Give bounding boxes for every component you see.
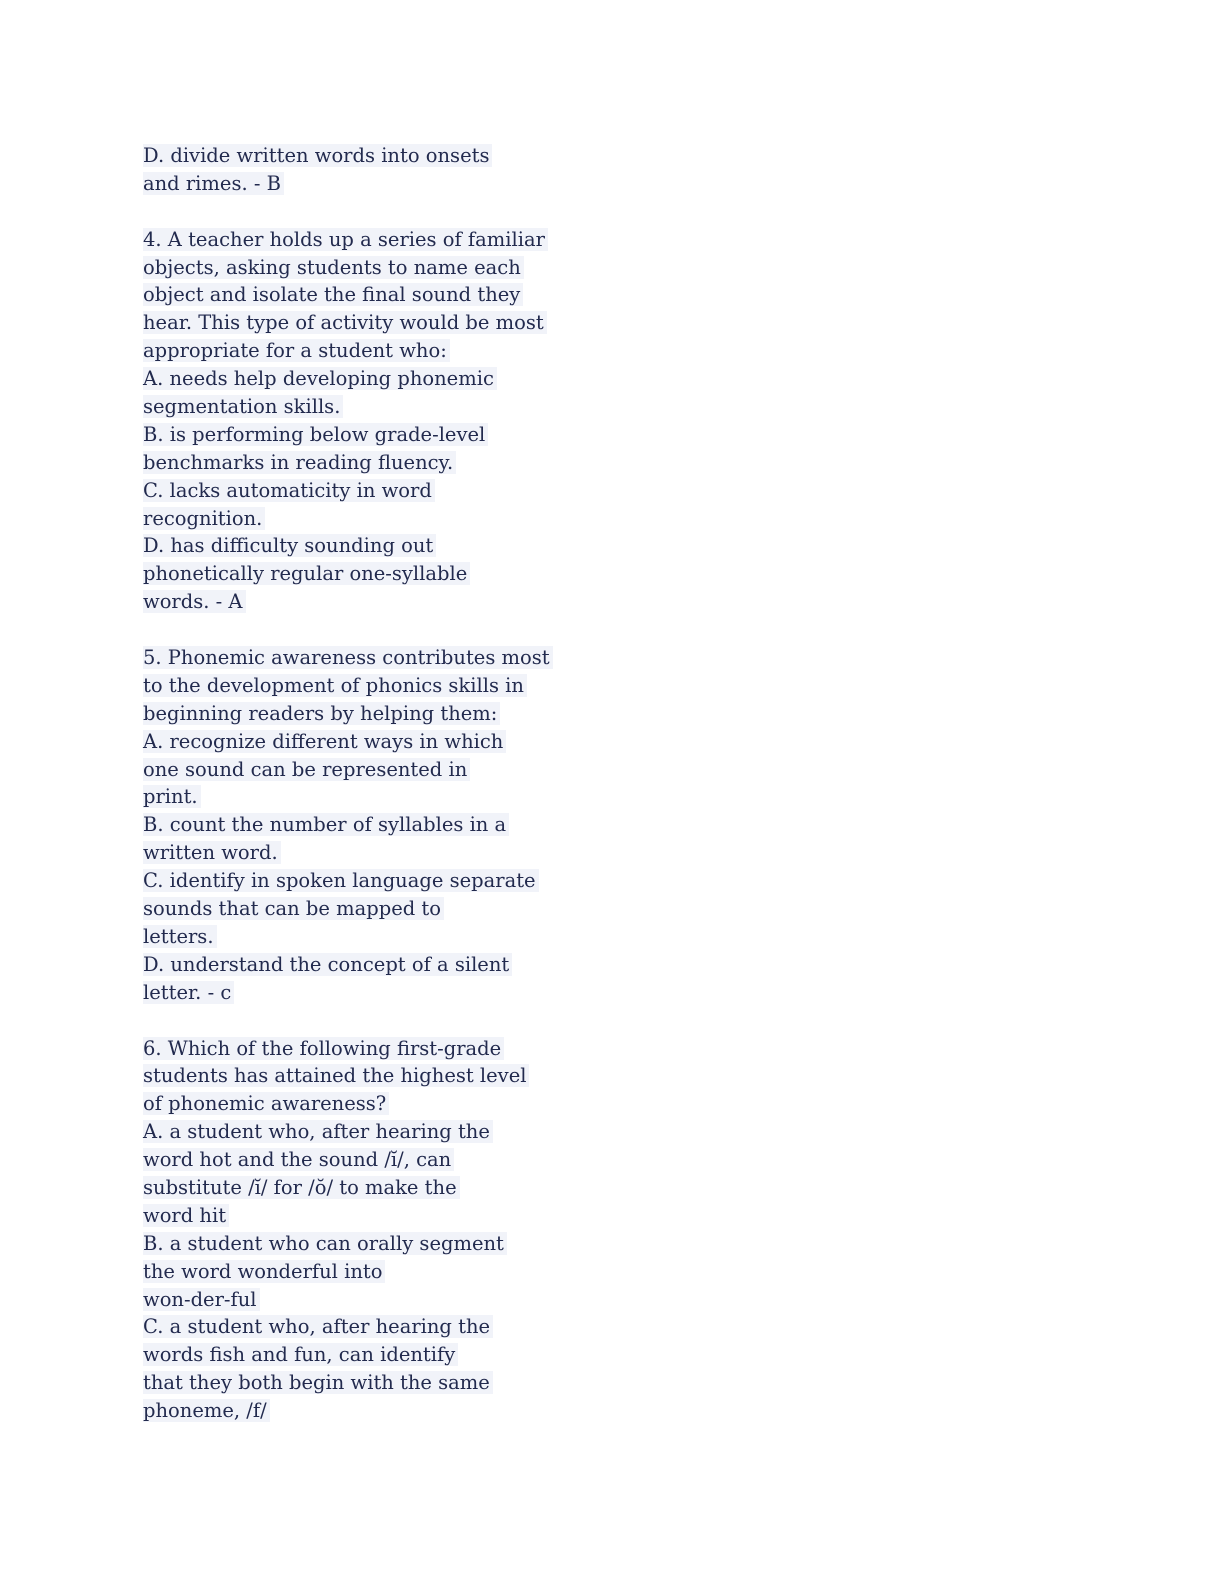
text-line: word hit xyxy=(143,1202,643,1230)
option-a: A. recognize different ways in which xyxy=(143,728,643,756)
text-line: words fish and fun, can identify xyxy=(143,1341,643,1369)
text-line: D. divide written words into onsets xyxy=(143,142,643,170)
document-page xyxy=(143,142,643,1425)
option-c: C. a student who, after hearing the xyxy=(143,1313,643,1341)
text-line: students has attained the highest level xyxy=(143,1062,643,1090)
answer-line: letter. - c xyxy=(143,979,643,1007)
option-b: B. is performing below grade-level xyxy=(143,421,643,449)
text-line: that they both begin with the same xyxy=(143,1369,643,1397)
text-line: to the development of phonics skills in xyxy=(143,672,643,700)
text-line: benchmarks in reading fluency. xyxy=(143,449,643,477)
text-line: the word wonderful into xyxy=(143,1258,643,1286)
text-line: print. xyxy=(143,783,643,811)
text-line: substitute /ĭ/ for /ŏ/ to make the xyxy=(143,1174,643,1202)
blank-line xyxy=(143,616,643,644)
text-line: segmentation skills. xyxy=(143,393,643,421)
text-line: appropriate for a student who: xyxy=(143,337,643,365)
option-b: B. a student who can orally segment xyxy=(143,1230,643,1258)
option-a: A. a student who, after hearing the xyxy=(143,1118,643,1146)
text-line: and rimes. - B xyxy=(143,170,643,198)
text-line: beginning readers by helping them: xyxy=(143,700,643,728)
text-line: written word. xyxy=(143,839,643,867)
question-6-stem: 6. Which of the following first-grade xyxy=(143,1035,643,1063)
text-line: won-der-ful xyxy=(143,1286,643,1314)
text-line: of phonemic awareness? xyxy=(143,1090,643,1118)
blank-line xyxy=(143,1007,643,1035)
text-line: objects, asking students to name each xyxy=(143,254,643,282)
question-4-stem: 4. A teacher holds up a series of familiar xyxy=(143,226,643,254)
text-line: hear. This type of activity would be most xyxy=(143,309,643,337)
text-line: one sound can be represented in xyxy=(143,756,643,784)
answer-line: words. - A xyxy=(143,588,643,616)
option-c: C. identify in spoken language separate xyxy=(143,867,643,895)
option-a: A. needs help developing phonemic xyxy=(143,365,643,393)
text-line: sounds that can be mapped to xyxy=(143,895,643,923)
text-line: letters. xyxy=(143,923,643,951)
text-line: word hot and the sound /ĭ/, can xyxy=(143,1146,643,1174)
text-line: object and isolate the final sound they xyxy=(143,281,643,309)
blank-line xyxy=(143,198,643,226)
option-d: D. understand the concept of a silent xyxy=(143,951,643,979)
text-line: phoneme, /f/ xyxy=(143,1397,643,1425)
text-line: phonetically regular one-syllable xyxy=(143,560,643,588)
option-c: C. lacks automaticity in word xyxy=(143,477,643,505)
question-5-stem: 5. Phonemic awareness contributes most xyxy=(143,644,643,672)
option-b: B. count the number of syllables in a xyxy=(143,811,643,839)
option-d: D. has difficulty sounding out xyxy=(143,532,643,560)
text-line: recognition. xyxy=(143,505,643,533)
